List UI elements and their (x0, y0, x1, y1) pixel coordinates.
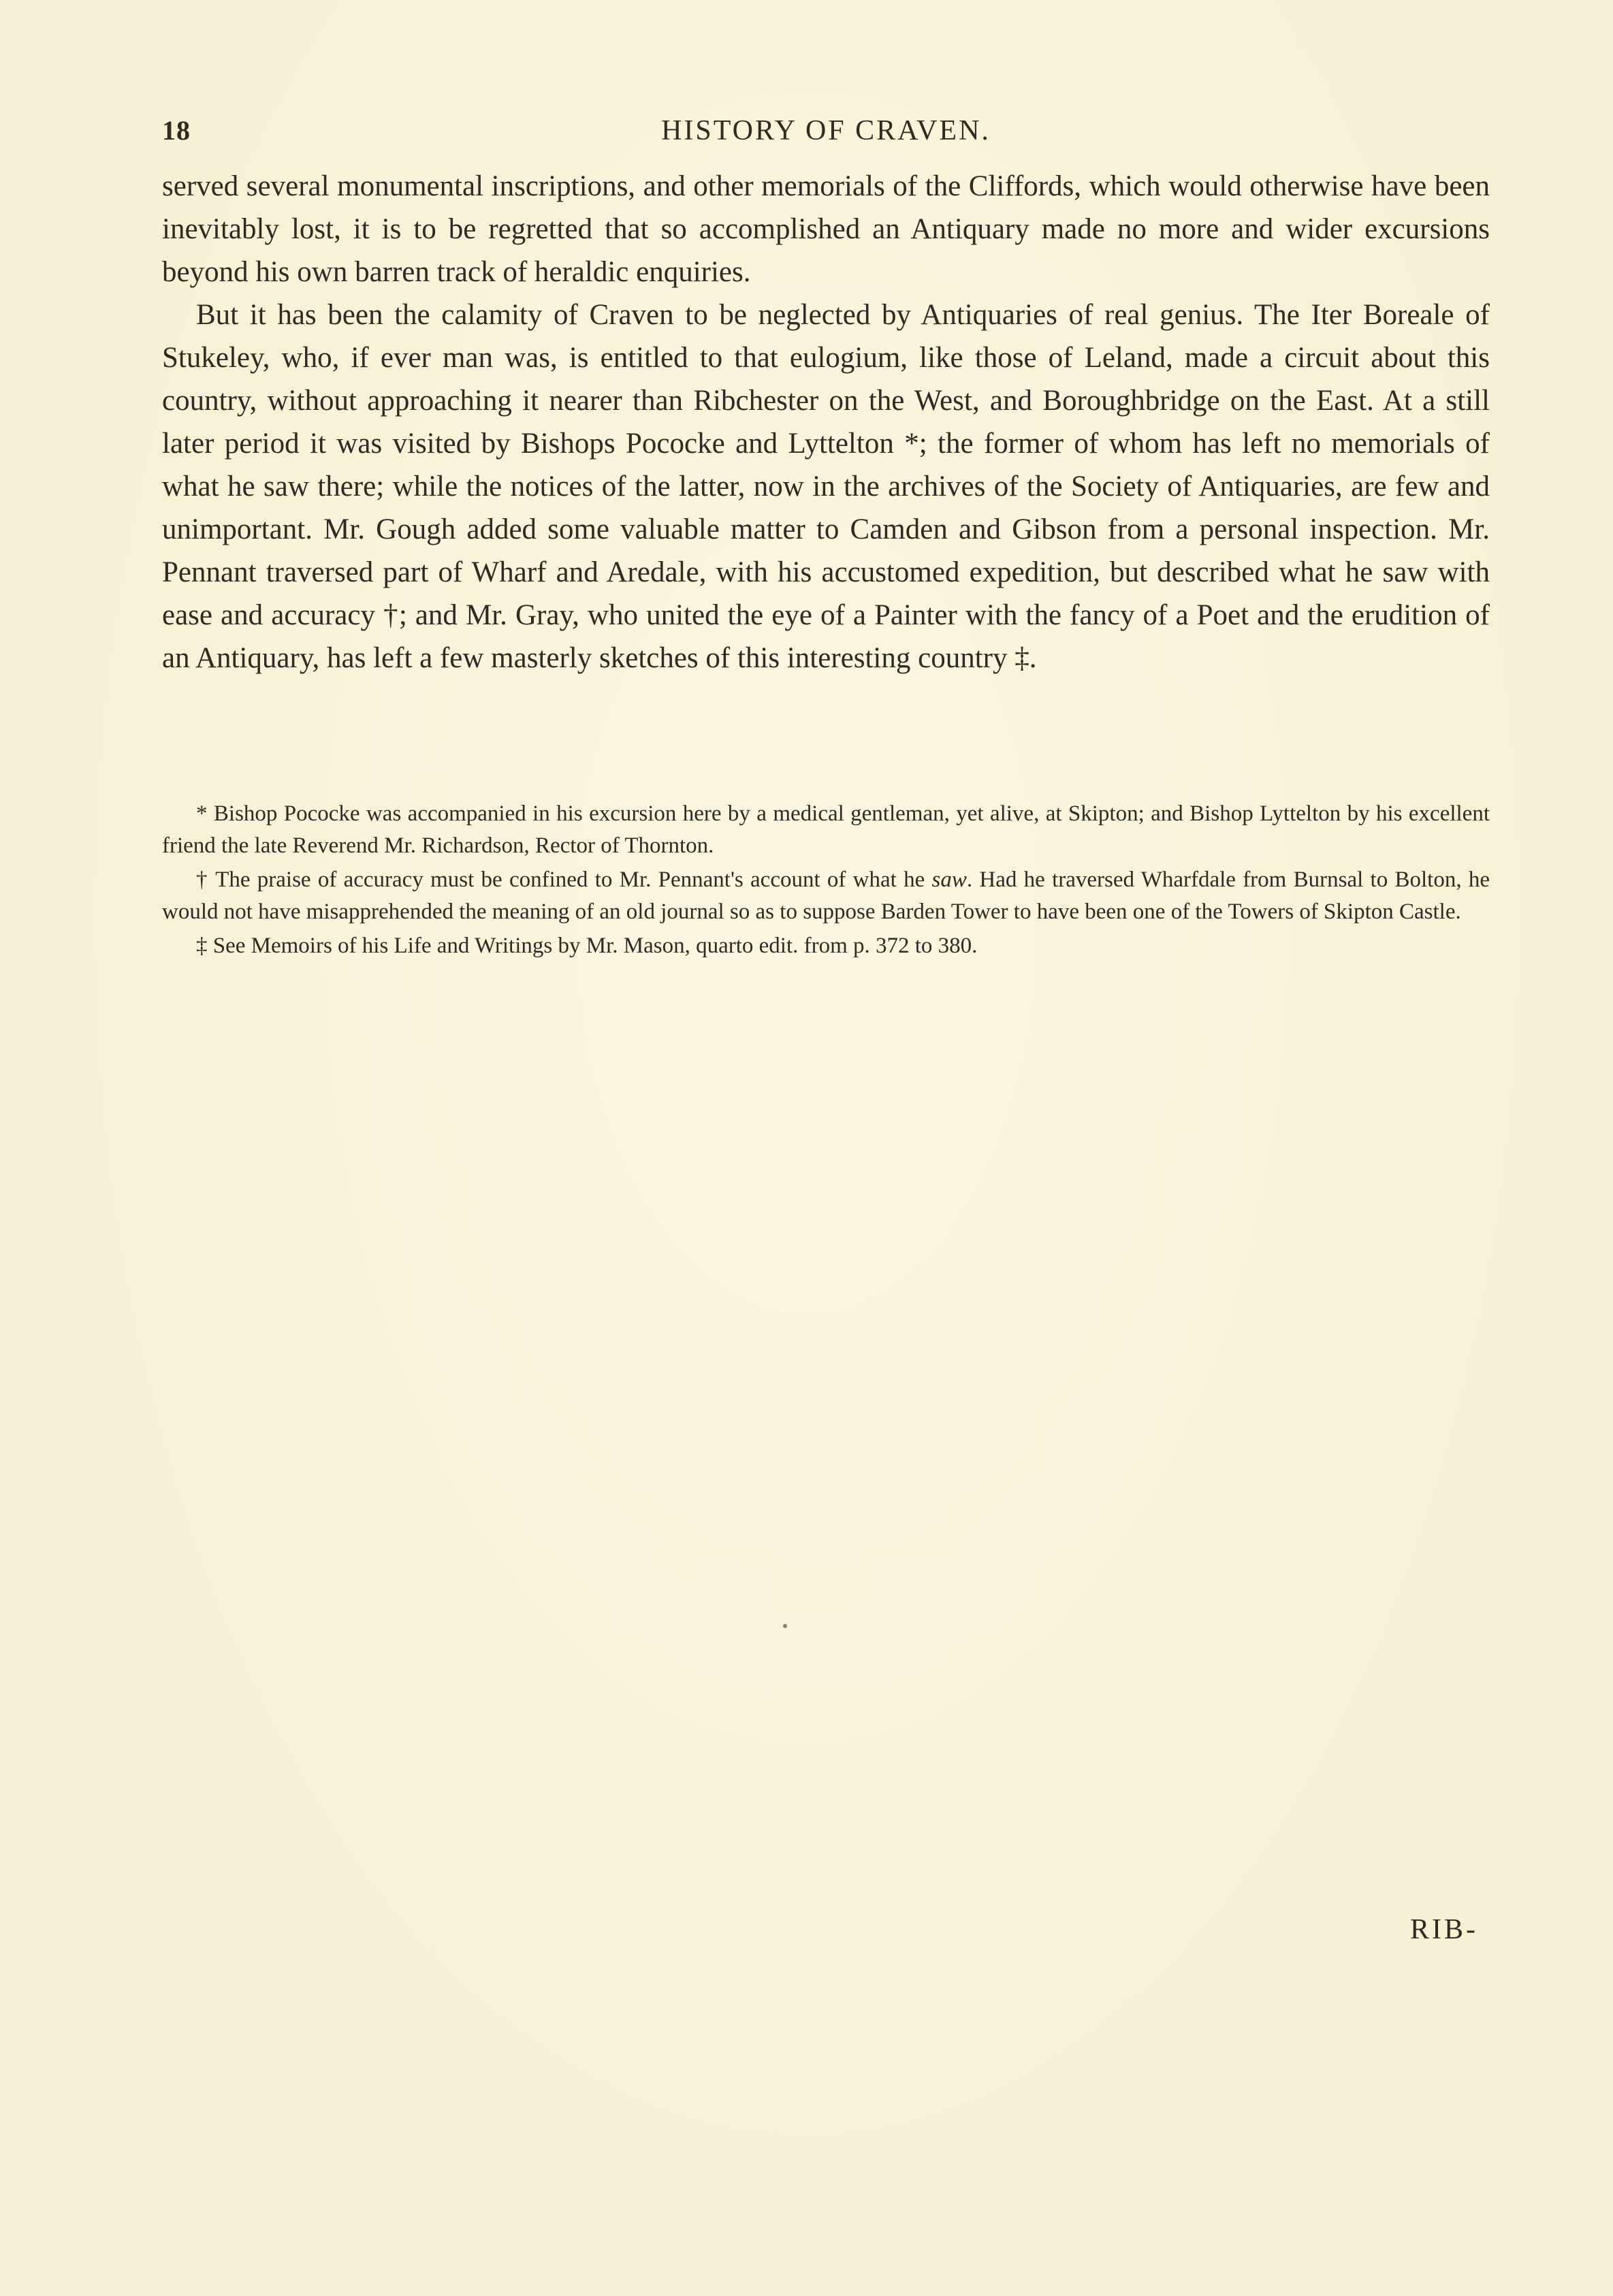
body-paragraph-1: served several monumental inscriptions, and other memorials of the Cliffords, which would otherwise have been inevitably lost, it is to be regretted that so accomplished an Antiquary made no more and wider excursions beyond his own barren track of heraldic enquiries. (162, 170, 1490, 288)
paper-speck (783, 1624, 787, 1628)
footnote-2-text-start: † The praise of accuracy must be confined to Mr. Pennant's account of what he (196, 867, 932, 892)
footnote-2-emphasis: saw (931, 867, 967, 892)
body-paragraph-2: But it has been the calamity of Craven to be neglected by Antiquaries of real genius. The Iter Boreale of Stukeley, who, if ever man was, is entitled to that eulogium, like those of Leland, made a circuit about this country, without approaching it nearer than Ribchester on the West, and Boroughbridge on the East. At a still later period it was visited by Bishops Pococke and Lyttelton *; the former of whom has left no memorials of what he saw there; while the notices of the latter, now in the archives of the Society of Antiquaries, are few and unimportant. Mr. Gough added some valuable matter to Camden and Gibson from a personal inspection. Mr. Pennant traversed part of Wharf and Aredale, with his accustomed expedition, but described what he saw with ease and accuracy †; and Mr. Gray, who united the eye of a Painter with the fancy of a Poet and the erudition of an Antiquary, has left a few masterly sketches of this interesting country ‡. (162, 299, 1490, 674)
running-title: HISTORY OF CRAVEN. (661, 115, 991, 146)
catchword: RIB- (1410, 1914, 1478, 1945)
body-text (162, 165, 1490, 680)
footnotes (162, 798, 1490, 964)
page-number: 18 (162, 115, 191, 146)
running-head (162, 114, 1490, 155)
footnote-2 (162, 864, 1490, 928)
footnote-3: ‡ See Memoirs of his Life and Writings by Mr. Mason, quarto edit. from p. 372 to 380. (196, 934, 978, 958)
footnote-1: * Bishop Pococke was accompanied in his excursion here by a medical gentleman, yet alive, at Skipton; and Bishop Lyttelton by his excellent friend the late Reverend Mr. Richardson, Rector of Thornton. (162, 801, 1490, 858)
footnote-2-text-end: . Had he traversed Wharfdale from Burnsal to Bolton, he would not have misapprehended the meaning of an old journal so as to suppose Barden Tower to have been one of the Towers of Skipton Castle. (162, 867, 1490, 924)
